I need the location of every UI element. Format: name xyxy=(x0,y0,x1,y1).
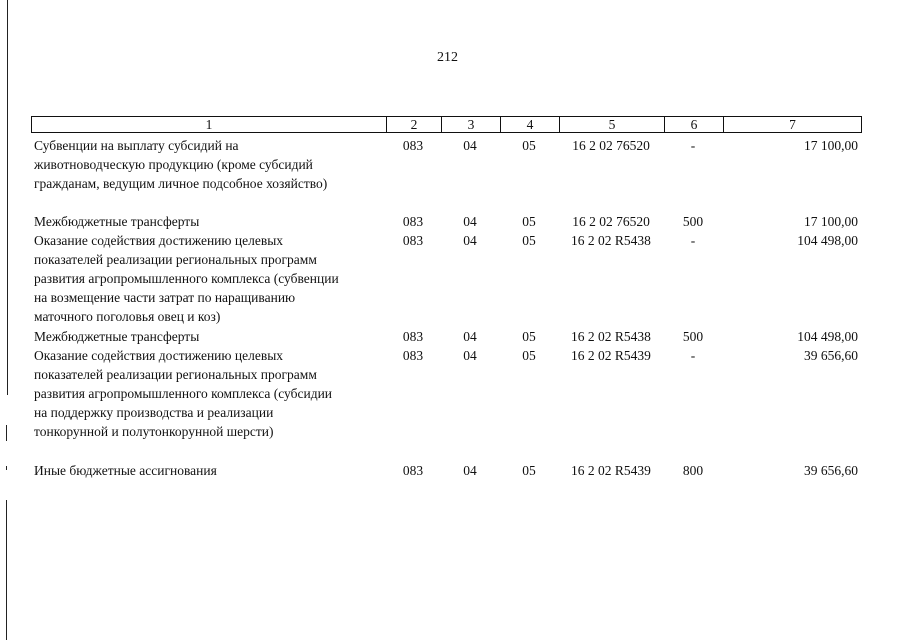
row-name xyxy=(34,212,379,231)
row-name-line: Оказание содействия достижению целевых xyxy=(34,233,284,248)
column-number-header xyxy=(31,116,862,133)
header-col-4: 4 xyxy=(501,117,560,133)
header-col-6: 6 xyxy=(665,117,724,133)
header-col-5: 5 xyxy=(560,117,665,133)
row-amount: 104 498,00 xyxy=(797,233,858,248)
row-ved: 083 xyxy=(402,233,424,248)
scan-edge-mark xyxy=(6,425,7,441)
row-name-line: тонкорунной и полутонкорунной шерсти) xyxy=(34,424,274,439)
row-csr: 16 2 02 76520 xyxy=(572,138,650,153)
row-name xyxy=(34,136,379,193)
row-vr: - xyxy=(690,348,696,363)
row-vr: 800 xyxy=(682,463,704,478)
row-ved: 083 xyxy=(402,138,424,153)
row-ved: 083 xyxy=(402,329,424,344)
row-ved: 083 xyxy=(402,214,424,229)
row-name-line: развития агропромышленного комплекса (субвенции xyxy=(34,271,339,286)
row-amount: 39 656,60 xyxy=(804,348,858,363)
row-name-line: маточного поголовья овец и коз) xyxy=(34,309,221,324)
row-amount: 39 656,60 xyxy=(804,463,858,478)
row-name-line: развития агропромышленного комплекса (субсидии xyxy=(34,386,333,401)
row-vr: - xyxy=(690,233,696,248)
row-ved: 083 xyxy=(402,348,424,363)
row-vr: - xyxy=(690,138,696,153)
row-name-line: показателей реализации региональных программ xyxy=(34,367,317,382)
row-amount: 17 100,00 xyxy=(804,138,858,153)
row-pr: 05 xyxy=(522,348,536,363)
row-amount: 104 498,00 xyxy=(797,329,858,344)
row-rz: 04 xyxy=(463,138,477,153)
row-vr: 500 xyxy=(682,214,704,229)
row-name-line: на возмещение части затрат по наращиванию xyxy=(34,290,296,305)
row-rz: 04 xyxy=(463,214,477,229)
row-name xyxy=(34,461,379,480)
row-name-line: показателей реализации региональных программ xyxy=(34,252,317,267)
row-csr: 16 2 02 R5438 xyxy=(571,329,651,344)
row-name-line: на поддержку производства и реализации xyxy=(34,405,274,420)
row-csr: 16 2 02 R5439 xyxy=(571,463,651,478)
row-pr: 05 xyxy=(522,138,536,153)
row-csr: 16 2 02 R5439 xyxy=(571,348,651,363)
row-name xyxy=(34,327,379,346)
scan-edge-mark xyxy=(6,466,7,470)
row-rz: 04 xyxy=(463,463,477,478)
row-amount: 17 100,00 xyxy=(804,214,858,229)
row-pr: 05 xyxy=(522,214,536,229)
header-col-1: 1 xyxy=(32,117,387,133)
row-name xyxy=(34,346,379,441)
header-col-3: 3 xyxy=(442,117,501,133)
row-vr: 500 xyxy=(682,329,704,344)
row-ved: 083 xyxy=(402,463,424,478)
row-csr: 16 2 02 76520 xyxy=(572,214,650,229)
row-csr: 16 2 02 R5438 xyxy=(571,233,651,248)
row-rz: 04 xyxy=(463,329,477,344)
row-pr: 05 xyxy=(522,233,536,248)
row-name-line: животноводческую продукцию (кроме субсидий xyxy=(34,157,313,172)
row-pr: 05 xyxy=(522,463,536,478)
scan-edge-line xyxy=(6,500,7,640)
row-name-line: Иные бюджетные ассигнования xyxy=(34,463,217,478)
row-name-line: гражданам, ведущим личное подсобное хозяйство) xyxy=(34,176,328,191)
row-rz: 04 xyxy=(463,233,477,248)
row-pr: 05 xyxy=(522,329,536,344)
row-name-line: Оказание содействия достижению целевых xyxy=(34,348,284,363)
row-rz: 04 xyxy=(463,348,477,363)
header-col-7: 7 xyxy=(724,117,862,133)
header-col-2: 2 xyxy=(387,117,442,133)
row-name-line: Межбюджетные трансферты xyxy=(34,214,200,229)
row-name-line: Субвенции на выплату субсидий на xyxy=(34,138,239,153)
row-name xyxy=(34,231,379,326)
row-name-line: Межбюджетные трансферты xyxy=(34,329,200,344)
page-number: 212 xyxy=(437,50,458,65)
